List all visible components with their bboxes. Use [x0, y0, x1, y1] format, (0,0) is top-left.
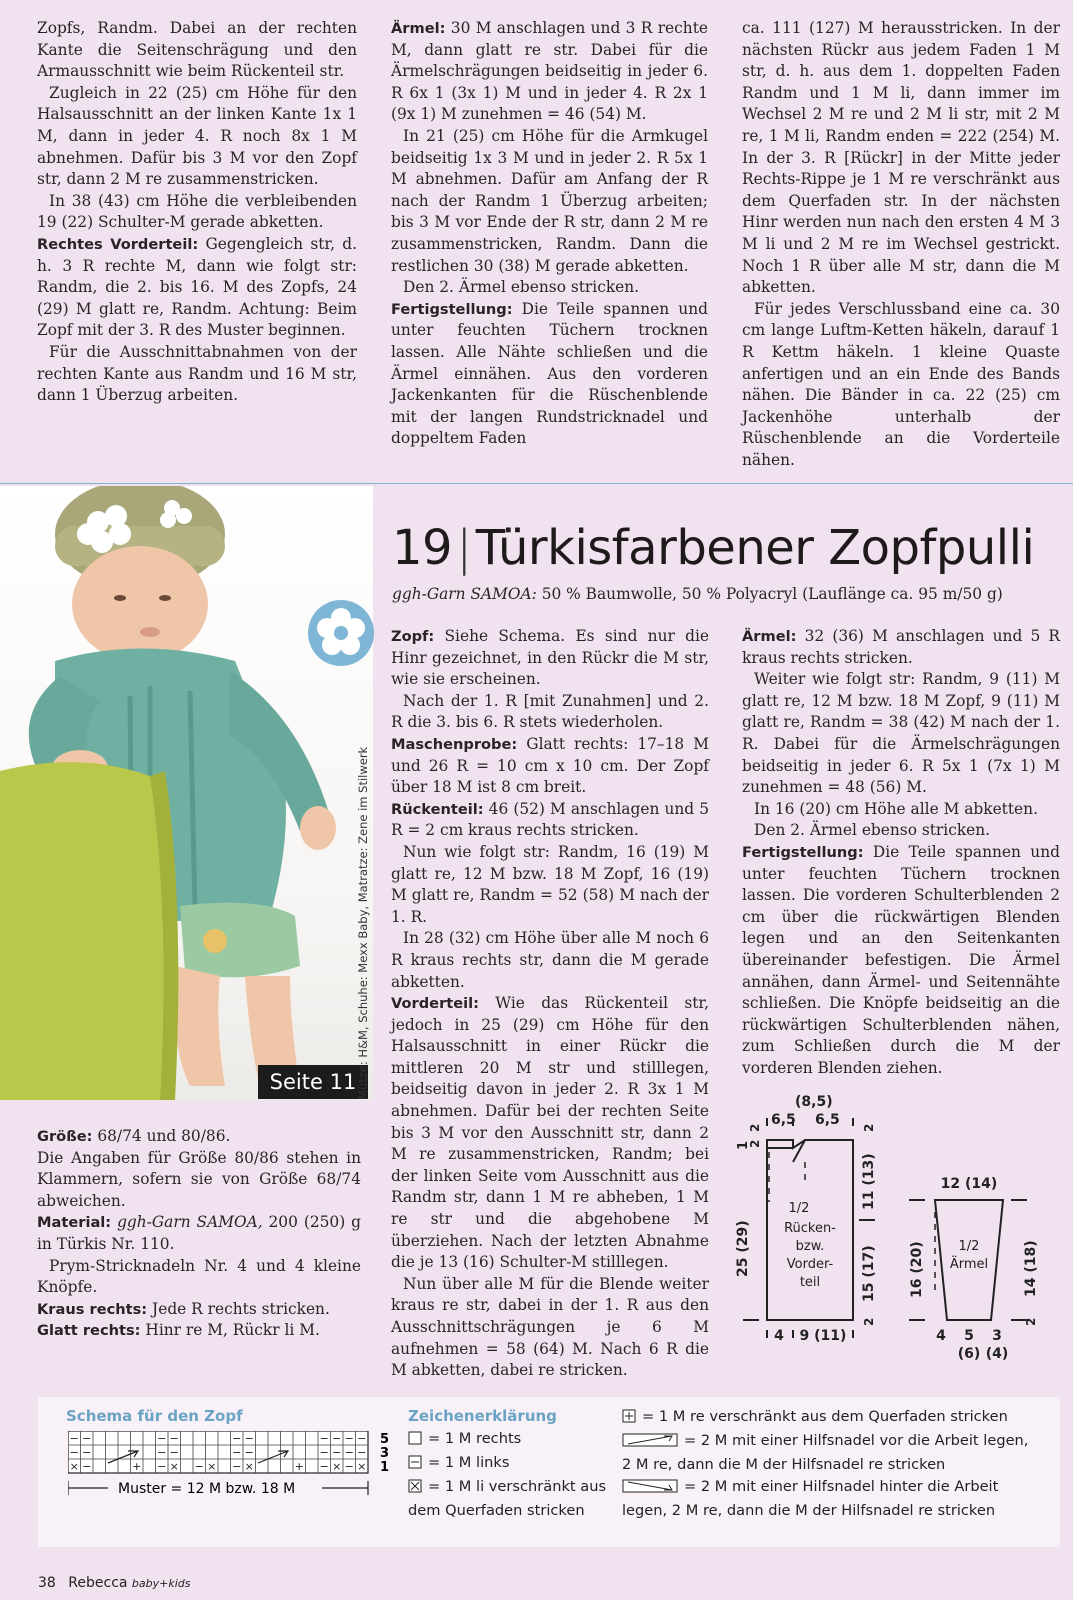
purl-twisted-symbol-icon [408, 1478, 422, 1500]
svg-text:×: × [207, 1460, 217, 1473]
yarn-description: 50 % Baumwolle, 50 % Polyacryl (Lauflänge ca. 95 m/50 g) [536, 585, 1003, 603]
paragraph-heading: Glatt rechts: [37, 1322, 141, 1340]
paragraph-text: Den 2. Ärmel ebenso stricken. [754, 821, 991, 840]
sleeve-bottom-2: 5 [964, 1328, 974, 1344]
paragraph [391, 626, 709, 691]
paragraph-heading: Rechtes Vorderteil: [37, 235, 199, 253]
flower-icon [306, 598, 376, 668]
paragraph [742, 799, 1060, 821]
paragraph [37, 1256, 361, 1299]
magazine-brand: Rebecca [68, 1575, 128, 1591]
svg-text:−: − [319, 1460, 329, 1473]
legend-knit: = 1 M rechts [428, 1430, 522, 1447]
svg-text:−: − [157, 1460, 167, 1473]
legend-purl-twisted-2: dem Querfaden stricken [408, 1502, 585, 1519]
svg-text:×: × [332, 1460, 342, 1473]
paragraph-heading: Fertigstellung: [742, 843, 864, 861]
paragraph [391, 691, 709, 734]
sleeve-bottom-2p: (6) [957, 1346, 981, 1362]
paragraph-heading: Zopf: [391, 628, 435, 645]
body-label-5: teil [799, 1275, 821, 1290]
svg-text:−: − [169, 1446, 179, 1459]
paragraph [37, 1299, 361, 1321]
paragraph [37, 1126, 361, 1148]
svg-text:−: − [319, 1432, 329, 1445]
sleeve-left-dim: 16 (20) [909, 1241, 925, 1298]
paragraph-heading: Material: [37, 1214, 112, 1232]
instructions-column-1 [391, 626, 709, 1382]
top-column-3 [742, 18, 1060, 471]
top-column-2 [391, 18, 708, 450]
paragraph-text: Die Angaben für Größe 80/86 stehen in Klammern, sofern sie von Größe 68/74 abweichen. [37, 1148, 361, 1210]
sleeve-top-dim: 12 (14) [940, 1176, 998, 1192]
paragraph-heading: Vorderteil: [391, 995, 479, 1013]
dim-left-height: 25 (29) [735, 1220, 751, 1277]
paragraph-italic: ggh-Garn SAMOA, [111, 1213, 263, 1232]
svg-text:−: − [332, 1432, 342, 1445]
svg-text:−: − [194, 1460, 204, 1473]
paragraph-text: Nun wie folgt str: Randm, 16 (19) M glatt re, 12 M bzw. 18 M Zopf, 16 (19) M glatt re, Randm = 52 (58) M nach der 1. R. [391, 842, 709, 926]
magazine-brand-small: baby+kids [131, 1577, 191, 1590]
paragraph-text: Jede R rechts stricken. [147, 1299, 330, 1318]
paragraph [37, 1320, 361, 1342]
paragraph [742, 626, 1060, 669]
legend-cable-back: = 2 M mit einer Hilfsnadel hinter die Arbeit [684, 1478, 999, 1495]
paragraph-text: Glatt rechts: 17–18 M und 26 R = 10 cm x 10 cm. Der Zopf über 18 M ist 8 cm breit. [391, 734, 709, 797]
svg-text:−: − [82, 1446, 92, 1459]
svg-text:−: − [332, 1446, 342, 1459]
paragraph [391, 928, 709, 993]
row-label-1: 1 [380, 1460, 390, 1475]
svg-text:−: − [357, 1432, 367, 1445]
legend-items-2 [622, 1406, 1028, 1522]
paragraph-text: Nun über alle M für die Blende weiter kraus re str, dabei in der 1. R aus den Ausschnittschrägungen je 6 M aufnehmen = 58 (64) M. Nach 6 R die M abketten, dabei re stricken. [391, 1274, 709, 1380]
dim-top-paren: (8,5) [795, 1094, 833, 1110]
paragraph-text: Die Teile spannen und unter feuchten Tüchern trocknen lassen. Die vorderen Schulterblenden 2 cm über die rückwärtigen Blenden legen und an den Seitenkanten übereinander befestigen. Die Ärmel annähen, dann Ärmel- und Seitennähte schließen. Die Knöpfe beidseitig an die rückwärtigen Schulterblenden nähen, zum Schließen durch die M der vorderen Blenden ziehen. [742, 842, 1060, 1077]
paragraph [37, 234, 357, 342]
pattern-title: 19|Türkisfarbener Zopfpulli [392, 520, 1035, 576]
paragraph-text: ca. 111 (127) M herausstricken. In der nächsten Rückr aus jedem Faden 1 M str, d. h. aus dem 1. doppelten Faden Randm und 1 M li, dann immer im Wechsel 2 M re und 2 M li str, mit 2 M re, 1 M li, Randm enden = 222 (254) M. In der 3. R [Rückr] in der Mitte jeder Rechts-Rippe je 1 M re verschränkt aus dem Querfaden str. In der nächsten Hinr werden nun nach den ersten 4 M 3 M li und 2 M re im Wechsel gestrickt. Noch 1 R über alle M str, dann die M abketten. [742, 19, 1060, 297]
paragraph-text: 46 (52) M anschlagen und 5 R = 2 cm kraus rechts stricken. [391, 799, 709, 840]
svg-text:−: − [82, 1460, 92, 1473]
page-footer [38, 1575, 191, 1591]
legend-cable-front: = 2 M mit einer Hilfsnadel vor die Arbeit legen, [684, 1432, 1029, 1449]
svg-text:−: − [344, 1432, 354, 1445]
paragraph [391, 842, 709, 928]
pattern-number: 19 [392, 520, 453, 576]
dim-left-2b: 2 [748, 1123, 762, 1132]
svg-text:+: + [132, 1460, 142, 1473]
paragraph-text: 200 (250) g in Türkis Nr. 110. [37, 1213, 361, 1253]
paragraph-text: Den 2. Ärmel ebenso stricken. [403, 278, 640, 297]
paragraph-text: In 28 (32) cm Höhe über alle M noch 6 R kraus rechts str, dann die M gerade abketten. [391, 929, 709, 991]
paragraph [391, 126, 708, 277]
knit-symbol-icon [408, 1430, 422, 1452]
paragraph [391, 734, 709, 799]
dim-left-2a: 2 [748, 1139, 762, 1148]
svg-text:−: − [169, 1432, 179, 1445]
svg-text:+: + [294, 1460, 304, 1473]
paragraph-text: Für die Ausschnittabnahmen von der rechten Kante aus Randm und 16 M str, dann 1 Überzug arbeiten. [37, 342, 357, 405]
paragraph [37, 18, 357, 83]
svg-text:−: − [232, 1446, 242, 1459]
svg-text:−: − [244, 1446, 254, 1459]
paragraph [391, 299, 708, 450]
schematic-diagram [735, 1092, 1070, 1382]
dim-top-b: 6,5 [815, 1112, 840, 1128]
paragraph [742, 669, 1060, 799]
dim-right-top: 11 (13) [861, 1153, 877, 1210]
svg-text:−: − [232, 1460, 242, 1473]
body-label-3: bzw. [795, 1239, 825, 1254]
page-reference-label[interactable]: Seite 11 [258, 1065, 368, 1099]
paragraph [742, 820, 1060, 842]
svg-text:×: × [69, 1460, 79, 1473]
svg-text:−: − [82, 1432, 92, 1445]
materials-column [37, 1126, 361, 1342]
dim-right-mid: 15 (17) [861, 1245, 877, 1302]
svg-text:−: − [69, 1432, 79, 1445]
cable-back-icon [622, 1478, 678, 1500]
paragraph [391, 277, 708, 299]
svg-text:−: − [232, 1432, 242, 1445]
dim-bottom-a: 4 [774, 1328, 784, 1344]
cable-front-icon [622, 1432, 678, 1454]
baby-illustration [0, 486, 373, 1100]
paragraph-heading: Fertigstellung: [391, 300, 513, 318]
svg-text:−: − [344, 1446, 354, 1459]
dim-right-2b: 2 [862, 1317, 876, 1326]
paragraph [391, 799, 709, 842]
baby-photo [0, 486, 373, 1100]
page-number: 38 [38, 1575, 56, 1591]
legend-box [38, 1397, 1060, 1547]
legend-purl-twisted: = 1 M li verschränkt aus [428, 1478, 607, 1495]
paragraph [37, 1148, 361, 1213]
svg-text:−: − [357, 1446, 367, 1459]
svg-text:−: − [157, 1432, 167, 1445]
legend-knit-twisted: = 1 M re verschränkt aus dem Querfaden stricken [642, 1408, 1008, 1425]
row-label-3: 3 [380, 1446, 390, 1461]
sleeve-label-1: 1/2 [958, 1239, 980, 1254]
paragraph-text: In 16 (20) cm Höhe alle M abketten. [754, 799, 1038, 818]
paragraph-text: Prym-Stricknadeln Nr. 4 und 4 kleine Knöpfe. [37, 1256, 361, 1297]
svg-text:×: × [169, 1460, 179, 1473]
paragraph [391, 1274, 709, 1382]
paragraph-text: 30 M anschlagen und 3 R rechte M, dann glatt re str. Dabei für die Ärmelschrägungen beidseitig in jeder 6. R 6x 1 (3x 1) M und in jeder 4. R 2x 1 (9x 1) M zunehmen = 46 (54) M. [391, 19, 708, 124]
svg-text:−: − [69, 1446, 79, 1459]
body-label-1: 1/2 [788, 1201, 810, 1216]
paragraph-text: Hinr re M, Rückr li M. [140, 1321, 320, 1340]
paragraph-text: Zugleich in 22 (25) cm Höhe für den Halsausschnitt an der linken Kante 1x 1 M, dann in jeder 4. R noch 8x 1 M abnehmen. Dafür bis 3 M vor den Zopf str, dann 2 M re zusammenstricken. [37, 83, 357, 189]
muster-label: Muster = 12 M bzw. 18 M [118, 1481, 296, 1497]
paragraph-heading: Ärmel: [391, 20, 446, 37]
paragraph [37, 83, 357, 191]
sleeve-right-dim: 14 (18) [1023, 1240, 1039, 1297]
schema-title: Schema für den Zopf [66, 1407, 243, 1425]
svg-text:−: − [319, 1446, 329, 1459]
sleeve-bottom-1: 4 [936, 1328, 946, 1344]
paragraph [37, 1212, 361, 1255]
body-label-4: Vorder- [786, 1257, 834, 1272]
paragraph-text: 68/74 und 80/86. [92, 1127, 231, 1145]
svg-text:−: − [344, 1460, 354, 1473]
paragraph [742, 842, 1060, 1080]
paragraph-text: Siehe Schema. Es sind nur die Hinr gezeichnet, in den Rückr die M str, wie sie erscheinen. [391, 627, 709, 689]
sleeve-bottom-3p: (4) [985, 1346, 1009, 1362]
knit-twisted-symbol-icon [622, 1408, 636, 1430]
section-divider [0, 483, 1073, 484]
paragraph-heading: Größe: [37, 1128, 93, 1145]
row-label-5: 5 [380, 1432, 390, 1447]
legend-cable-back-2: legen, 2 M re, dann die M der Hilfsnadel re stricken [622, 1502, 996, 1519]
paragraph [742, 299, 1060, 472]
paragraph-text: Für jedes Verschlussband eine ca. 30 cm lange Luftm-Ketten häkeln, darauf 1 R Kettm häkeln. 1 kleine Quaste anfertigen und an ein Ende des Bands nähen. Die Bänder in ca. 22 (25) cm Jackenhöhe unterhalb der Rüschenblende an die Vorderteile nähen. [742, 299, 1060, 469]
pattern-name: Türkisfarbener Zopfpulli [475, 520, 1035, 576]
sleeve-right-2: 2 [1024, 1317, 1038, 1326]
sleeve-label-2: Ärmel [949, 1257, 989, 1272]
paragraph-text: In 38 (43) cm Höhe die verbleibenden 19 (22) Schulter-M gerade abketten. [37, 191, 357, 232]
paragraph-text: Nach der 1. R [mit Zunahmen] und 2. R die 3. bis 6. R stets wiederholen. [391, 691, 709, 732]
paragraph-text: Gegengleich str, d. h. 3 R rechte M, dann wie folgt str: Randm, die 2. bis 16. M des Zopfs, 24 (29) M glatt re, Randm. Achtung: Beim Zopf mit der 3. R des Muster beginnen. [37, 234, 357, 340]
paragraph-text: Weiter wie folgt str: Randm, 9 (11) M glatt re, 12 M bzw. 18 M Zopf, 9 (11) M glatt re, Randm = 38 (42) M nach der 1. R. Dabei für die Ärmelschrägungen beidseitig in jeder 6. R 5x 1 (7x 1) M zunehmen = 48 (56) M. [742, 670, 1060, 797]
paragraph [37, 342, 357, 407]
purl-symbol-icon [408, 1454, 422, 1476]
dim-bottom-b: 9 (11) [799, 1328, 847, 1344]
paragraph-heading: Maschenprobe: [391, 735, 518, 753]
paragraph-heading: Kraus rechts: [37, 1300, 148, 1318]
dim-right-2a: 2 [862, 1123, 876, 1132]
paragraph-text: In 21 (25) cm Höhe für die Armkugel beidseitig 1x 3 M und in jeder 2. R 5x 1 M abnehmen. Dafür am Anfang der R nach der Randm 1 Überzug arbeiten; bis 3 M vor Ende der R str, dann 2 M re zusammenstricken, Randm. Dann die restlichen 30 (38) M gerade abketten. [391, 126, 708, 275]
paragraph [742, 18, 1060, 299]
photo-credit: Mütze: H&M, Schuhe: Mexx Baby, Matratze: Zene im Stilwerk [356, 746, 370, 1100]
paragraph [37, 191, 357, 234]
instructions-column-2 [742, 626, 1060, 1079]
legend-items-1 [408, 1428, 606, 1522]
svg-text:×: × [357, 1460, 367, 1473]
svg-text:×: × [244, 1460, 254, 1473]
body-label-2: Rücken- [784, 1221, 836, 1236]
paragraph-heading: Rückenteil: [391, 800, 484, 818]
paragraph-text: Zopfs, Randm. Dabei an der rechten Kante die Seitenschrägung und den Armausschnitt wie beim Rückenteil str. [37, 19, 357, 81]
paragraph-text: 32 (36) M anschlagen und 5 R kraus rechts stricken. [742, 627, 1060, 667]
legend-purl: = 1 M links [428, 1454, 510, 1471]
yarn-subtitle [392, 584, 1072, 604]
dim-top-a: 6,5 [771, 1112, 796, 1128]
yarn-brand: ggh-Garn SAMOA: [392, 585, 537, 603]
svg-text:−: − [244, 1432, 254, 1445]
paragraph-heading: Ärmel: [742, 628, 797, 645]
svg-text:−: − [157, 1446, 167, 1459]
legend-cable-front-2: 2 M re, dann die M der Hilfsnadel re stricken [622, 1456, 946, 1473]
paragraph-text: Die Teile spannen und unter feuchten Tüchern trocknen lassen. Alle Nähte schließen und die Ärmel einnähen. Aus den vorderen Jackenkanten für die Rüschenblende mit der langen Rundstricknadel und doppeltem Faden [391, 299, 708, 448]
sleeve-bottom-3: 3 [992, 1328, 1002, 1344]
cable-chart [68, 1431, 408, 1521]
paragraph [391, 993, 709, 1274]
zeichen-title: Zeichenerklärung [408, 1407, 557, 1425]
paragraph [391, 18, 708, 126]
top-column-1 [37, 18, 357, 407]
dim-left-1: 1 [736, 1140, 751, 1150]
paragraph-text: Wie das Rückenteil str, jedoch in 25 (29) cm Höhe für den Halsausschnitt in einer Rückr die mittleren 20 M str und stilllegen, beidseitig davon in jeder 2. R 3x 1 M abnehmen. Dafür bei der rechten Seite bis 3 M vor den Ausschnitt str, dann 2 M re zusammenstricken, Randm; bei der linken Seite vom Ausschnitt aus die Randm str, dann 1 M re abheben, 1 M re str und die abgehobene M überziehen. Nach der letzten Abnahme die je 13 (16) Schulter-M stilllegen. [391, 994, 709, 1272]
